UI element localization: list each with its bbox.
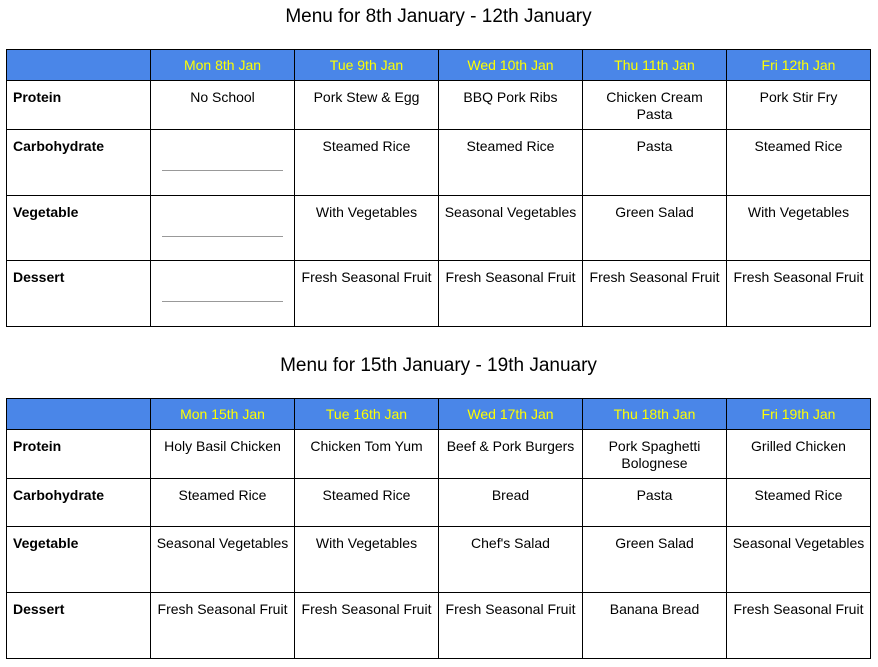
menu-title: Menu for 15th January - 19th January	[280, 355, 597, 376]
day-header: Wed 17th Jan	[439, 399, 583, 430]
menu-cell: Grilled Chicken	[727, 430, 871, 479]
menu-cell: Fresh Seasonal Fruit	[151, 593, 295, 659]
menu-cell: Fresh Seasonal Fruit	[727, 261, 871, 327]
menu-cell: Pork Stir Fry	[727, 81, 871, 130]
menu-cell: Chicken Tom Yum	[295, 430, 439, 479]
menu-cell: Pasta	[583, 479, 727, 527]
menu-cell: Chicken Cream Pasta	[583, 81, 727, 130]
menu-cell: With Vegetables	[295, 527, 439, 593]
menu-table	[6, 398, 871, 659]
day-header: Thu 11th Jan	[583, 50, 727, 81]
menu-cell: Banana Bread	[583, 593, 727, 659]
menu-cell: Fresh Seasonal Fruit	[583, 261, 727, 327]
menu-cell: Fresh Seasonal Fruit	[439, 261, 583, 327]
row-label: Carbohydrate	[7, 130, 151, 196]
menu-cell: Green Salad	[583, 527, 727, 593]
menu-cell: With Vegetables	[727, 196, 871, 261]
table-row	[7, 430, 871, 479]
day-header: Wed 10th Jan	[439, 50, 583, 81]
row-label: Protein	[7, 81, 151, 130]
menu-cell: Steamed Rice	[151, 479, 295, 527]
menu-cell: Seasonal Vegetables	[727, 527, 871, 593]
day-header: Tue 9th Jan	[295, 50, 439, 81]
menu-cell: Fresh Seasonal Fruit	[295, 593, 439, 659]
menu-cell: Holy Basil Chicken	[151, 430, 295, 479]
menu-cell: With Vegetables	[295, 196, 439, 261]
menu-cell: Seasonal Vegetables	[439, 196, 583, 261]
menu-cell: Steamed Rice	[295, 130, 439, 196]
row-label: Carbohydrate	[7, 479, 151, 527]
menu-cell: Seasonal Vegetables	[151, 527, 295, 593]
row-label: Vegetable	[7, 196, 151, 261]
menu-cell: Steamed Rice	[727, 130, 871, 196]
table-row	[7, 527, 871, 593]
menu-cell: Pasta	[583, 130, 727, 196]
menu-cell: Fresh Seasonal Fruit	[439, 593, 583, 659]
table-row	[7, 196, 871, 261]
row-label: Vegetable	[7, 527, 151, 593]
header-corner	[7, 399, 151, 430]
menu-cell: Green Salad	[583, 196, 727, 261]
week-menu-2	[6, 349, 871, 659]
menu-cell: Fresh Seasonal Fruit	[727, 593, 871, 659]
menu-cell: Pork Spaghetti Bolognese	[583, 430, 727, 479]
menu-cell: Fresh Seasonal Fruit	[295, 261, 439, 327]
header-row	[7, 50, 871, 81]
blank-line	[162, 301, 283, 302]
table-row	[7, 130, 871, 196]
menu-cell: Steamed Rice	[295, 479, 439, 527]
table-row	[7, 593, 871, 659]
row-label: Dessert	[7, 593, 151, 659]
row-label: Protein	[7, 430, 151, 479]
blank-line	[162, 170, 283, 171]
row-label: Dessert	[7, 261, 151, 327]
menu-cell: Bread	[439, 479, 583, 527]
table-row	[7, 261, 871, 327]
blank-cell	[151, 261, 295, 327]
table-row	[7, 81, 871, 130]
day-header: Mon 15th Jan	[151, 399, 295, 430]
blank-cell	[151, 196, 295, 261]
week-menu-1	[6, 0, 871, 327]
day-header: Mon 8th Jan	[151, 50, 295, 81]
menu-cell: No School	[151, 81, 295, 130]
menu-cell: Steamed Rice	[439, 130, 583, 196]
day-header: Tue 16th Jan	[295, 399, 439, 430]
blank-cell	[151, 130, 295, 196]
table-row	[7, 479, 871, 527]
menu-cell: Beef & Pork Burgers	[439, 430, 583, 479]
menu-table	[6, 49, 871, 327]
menu-title: Menu for 8th January - 12th January	[285, 6, 592, 27]
blank-line	[162, 236, 283, 237]
day-header: Thu 18th Jan	[583, 399, 727, 430]
menu-cell: BBQ Pork Ribs	[439, 81, 583, 130]
header-corner	[7, 50, 151, 81]
menu-cell: Chef's Salad	[439, 527, 583, 593]
menu-cell: Steamed Rice	[727, 479, 871, 527]
day-header: Fri 19th Jan	[727, 399, 871, 430]
header-row	[7, 399, 871, 430]
menu-cell: Pork Stew & Egg	[295, 81, 439, 130]
day-header: Fri 12th Jan	[727, 50, 871, 81]
